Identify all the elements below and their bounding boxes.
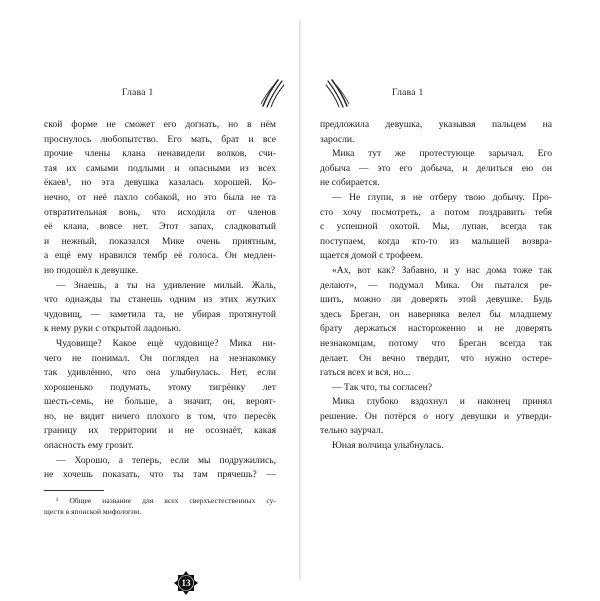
text-line: — Не глупи, я не отберу твою добычу. Про- bbox=[332, 191, 552, 203]
text-line: — Знаешь, а ты на удивление милый. Жаль, bbox=[56, 279, 276, 291]
text-line: проснулось любопытство. Его мать, брат и все bbox=[44, 133, 276, 145]
text-line: к нему руки с открытой ладонью. bbox=[44, 323, 181, 335]
footnote-separator bbox=[44, 490, 104, 491]
text-line: а ещё ему нравился тембр её голоса. Он медлен- bbox=[44, 250, 276, 262]
text-line: чего не понимал. Он поглядел на незнакомку bbox=[44, 352, 276, 364]
text-line: не хочешь показать, что ты там прячешь? — bbox=[44, 469, 276, 481]
text-line: сто хочу посмотреть, а потом поздравить тебя bbox=[320, 206, 552, 218]
body-text-left bbox=[44, 118, 276, 483]
running-head-right: Глава 1 bbox=[392, 88, 424, 98]
text-line: делают», — подумал Мика. Он пытался ре- bbox=[320, 279, 552, 291]
text-line: границу их территории и не осознаёт, какая bbox=[44, 425, 276, 437]
running-head-left: Глава 1 bbox=[122, 88, 154, 98]
text-line: — Так что, ты согласен? bbox=[332, 381, 433, 393]
text-line: не собирается. bbox=[320, 177, 380, 189]
text-line: ской форме не сможет его догнать, но в нём bbox=[44, 119, 276, 130]
text-line: и нежный, показался Мике очень приятным, bbox=[44, 235, 276, 247]
text-line: «Ах, вот как? Забавно, и у нас дома тоже так bbox=[332, 264, 552, 276]
text-line: но, не видит ничего плохого в том, что пересёк bbox=[44, 410, 276, 422]
text-line: решение. Он потёрся о ногу девушки и утверди- bbox=[320, 410, 552, 422]
text-line: отвратительная вонь, что исходила от членов bbox=[44, 206, 276, 218]
text-line: — Хорошо, а теперь, если мы подружились, bbox=[56, 454, 276, 466]
claw-marks-icon bbox=[324, 78, 352, 108]
text-line: чудовищ, — заметила та, не убирая протянутой bbox=[44, 308, 276, 320]
body-text-right bbox=[320, 118, 552, 454]
text-line: её клана, вовсе нет. Этот запах, сладковатый bbox=[44, 221, 276, 233]
text-line: Юная волчица улыбнулась. bbox=[332, 440, 444, 452]
text-line: шить, можно ли доверять этой девушке. Будь bbox=[320, 294, 552, 306]
text-line: добыча — это его добыча, и делиться ею он bbox=[320, 162, 552, 174]
text-line: ёкаев¹, но эта девушка казалась хорошей. Ко- bbox=[44, 177, 276, 189]
text-line: здесь Бреган, он наверняка велел бы младшему bbox=[320, 308, 552, 320]
text-line: незнакомцам, потому что Бреган всегда так bbox=[320, 337, 552, 349]
right-page bbox=[320, 78, 552, 538]
text-line: предложила девушка, указывая пальцем на bbox=[320, 119, 552, 130]
text-line: нечно, от неё пахло собакой, но это была не та bbox=[44, 191, 276, 203]
text-line: делает. Он вечно твердит, что нужно остере- bbox=[320, 352, 552, 364]
text-line: поступаем, когда кто-то из малышей возвра- bbox=[320, 235, 552, 247]
text-line: гаться всех и вся, но... bbox=[320, 367, 411, 379]
text-line: прочие члены клана ненавидели волков, счи- bbox=[44, 148, 276, 160]
text-line: что однажды ты станешь одним из этих жутких bbox=[44, 294, 276, 306]
text-line: Мика глубоко вздохнул и наконец принял bbox=[332, 396, 552, 408]
page-number-badge bbox=[173, 570, 199, 596]
text-line: заросли. bbox=[320, 133, 355, 145]
footnote bbox=[44, 496, 276, 517]
text-line: щается домой с трофеем. bbox=[320, 250, 423, 262]
text-line: тельно заурчал. bbox=[320, 425, 384, 437]
text-line: так удивлённо, что она улыбнулась. Нет, если bbox=[44, 367, 276, 379]
text-line: с успешной охотой. Мы, лупан, всегда так bbox=[320, 221, 552, 233]
text-line: опасность ему грозит. bbox=[44, 440, 134, 452]
left-page bbox=[44, 78, 276, 588]
claw-marks-icon bbox=[258, 78, 286, 108]
text-line: хорошенько подумать, этому тигрёнку лет bbox=[44, 381, 276, 393]
text-line: ¹ Общее название для всех сверхъестественных су- bbox=[56, 496, 276, 505]
text-line: Чудовище? Какое ещё чудовище? Мика ни- bbox=[56, 337, 276, 349]
text-line: ществ в японской мифологии. bbox=[44, 506, 142, 516]
text-line: тая их самыми подлыми и опасными из всех bbox=[44, 162, 276, 174]
text-line: Мика тут же протестующе зарычал. Его bbox=[332, 148, 552, 160]
text-line: брату держаться настороженно и не доверять bbox=[320, 323, 552, 335]
text-line: шесть-семь, не больше, а значит, он, вероят- bbox=[44, 396, 276, 408]
book-gutter bbox=[299, 20, 301, 580]
page-number: 13 bbox=[181, 578, 191, 588]
text-line: но подошёл к девушке. bbox=[44, 264, 139, 276]
